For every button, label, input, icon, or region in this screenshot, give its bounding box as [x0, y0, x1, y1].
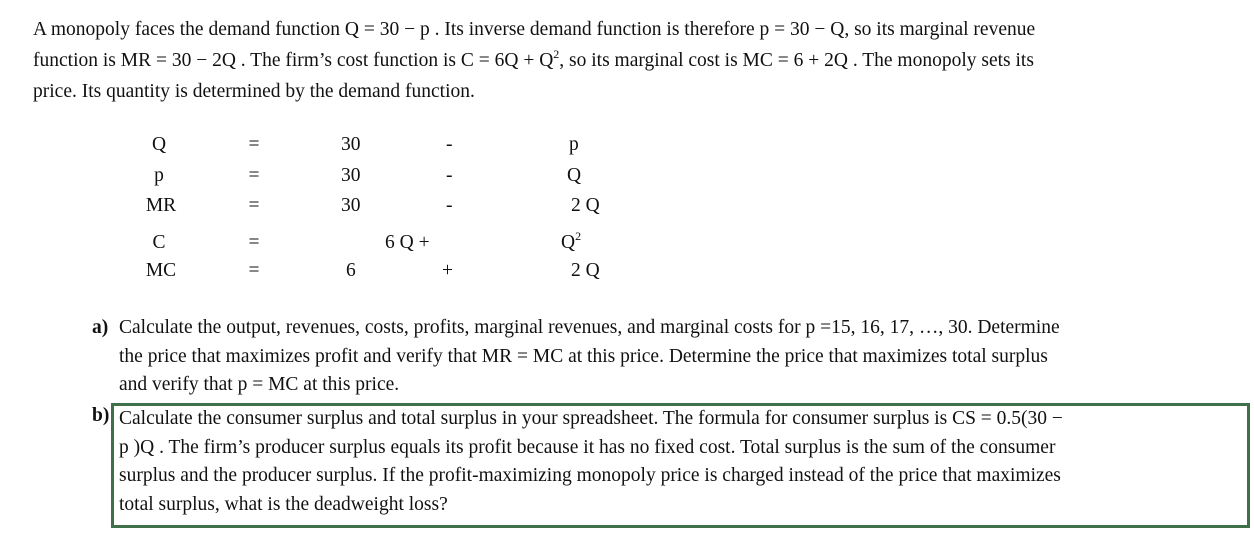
question-b[interactable]	[92, 399, 1252, 532]
eq-row-3-operator: -	[446, 195, 453, 216]
question-b-text	[119, 405, 1244, 519]
eq-row-1-constant: 30	[341, 134, 361, 155]
eq-row-4-quadratic-term	[561, 231, 581, 255]
eq-row-3-variable: MR	[145, 195, 177, 216]
eq-row-5-variable: MC	[145, 260, 177, 281]
eq-row-2-operator: -	[446, 165, 453, 186]
eq-row-2-variable: p	[154, 165, 164, 186]
intro-line-3: price. Its quantity is determined by the demand function.	[33, 81, 475, 102]
eq-row-4-exponent: 2	[575, 229, 582, 243]
question-b-label: b)	[92, 405, 110, 426]
eq-row-1-term: p	[569, 134, 579, 155]
question-a-line-1: Calculate the output, revenues, costs, profits, marginal revenues, and marginal costs for p =15, 16, 17, …, 30. Determine	[119, 317, 1060, 338]
question-b-line-3: surplus and the producer surplus. If the profit-maximizing monopoly price is charged instead of the price that maximizes	[119, 465, 1061, 486]
eq-row-5-equals: =	[248, 260, 260, 281]
eq-row-4-quadratic-base: Q	[561, 232, 576, 253]
eq-row-2-term: Q	[567, 165, 582, 186]
eq-row-3-equals: =	[248, 195, 260, 216]
intro-line-2-start: function is MR = 30 − 2Q . The firm’s cost function is C = 6Q + Q	[33, 50, 554, 71]
question-b-line-1: Calculate the consumer surplus and total surplus in your spreadsheet. The formula for consumer surplus is CS = 0.5(30 −	[119, 408, 1063, 429]
intro-line-2-end: , so its marginal cost is MC = 6 + 2Q . The monopoly sets its	[559, 50, 1034, 71]
question-a-line-2: the price that maximizes profit and verify that MR = MC at this price. Determine the price that maximizes total surplus	[119, 345, 1048, 367]
eq-row-1-variable: Q	[151, 134, 167, 155]
intro-line-1: A monopoly faces the demand function Q = 30 − p . Its inverse demand function is therefore p = 30 − Q, so its marginal revenue	[33, 19, 1036, 40]
eq-row-5-term: 2 Q	[571, 260, 600, 281]
eq-row-4-linear-term: 6 Q +	[385, 232, 430, 253]
eq-row-4-variable: C	[152, 232, 166, 253]
eq-row-1-operator: -	[446, 134, 453, 155]
question-b-line-2: p )Q . The firm’s producer surplus equals its profit because it has no fixed cost. Total surplus is the sum of the consumer	[119, 436, 1056, 458]
eq-row-5-operator: +	[442, 260, 453, 281]
question-b-line-4: total surplus, what is the deadweight loss?	[119, 493, 448, 515]
eq-row-4-equals: =	[248, 232, 260, 253]
eq-row-2-constant: 30	[341, 165, 361, 186]
question-a-line-3: and verify that p = MC at this price.	[119, 374, 400, 395]
question-a-label: a)	[92, 317, 109, 338]
intro-line-2-exponent: 2	[553, 47, 560, 61]
question-a-text	[119, 314, 1244, 400]
eq-row-2-equals: =	[248, 165, 260, 186]
eq-row-3-constant: 30	[341, 195, 361, 216]
eq-row-3-term: 2 Q	[571, 195, 600, 216]
eq-row-1-equals: =	[248, 134, 260, 155]
eq-row-5-constant: 6	[346, 260, 356, 281]
